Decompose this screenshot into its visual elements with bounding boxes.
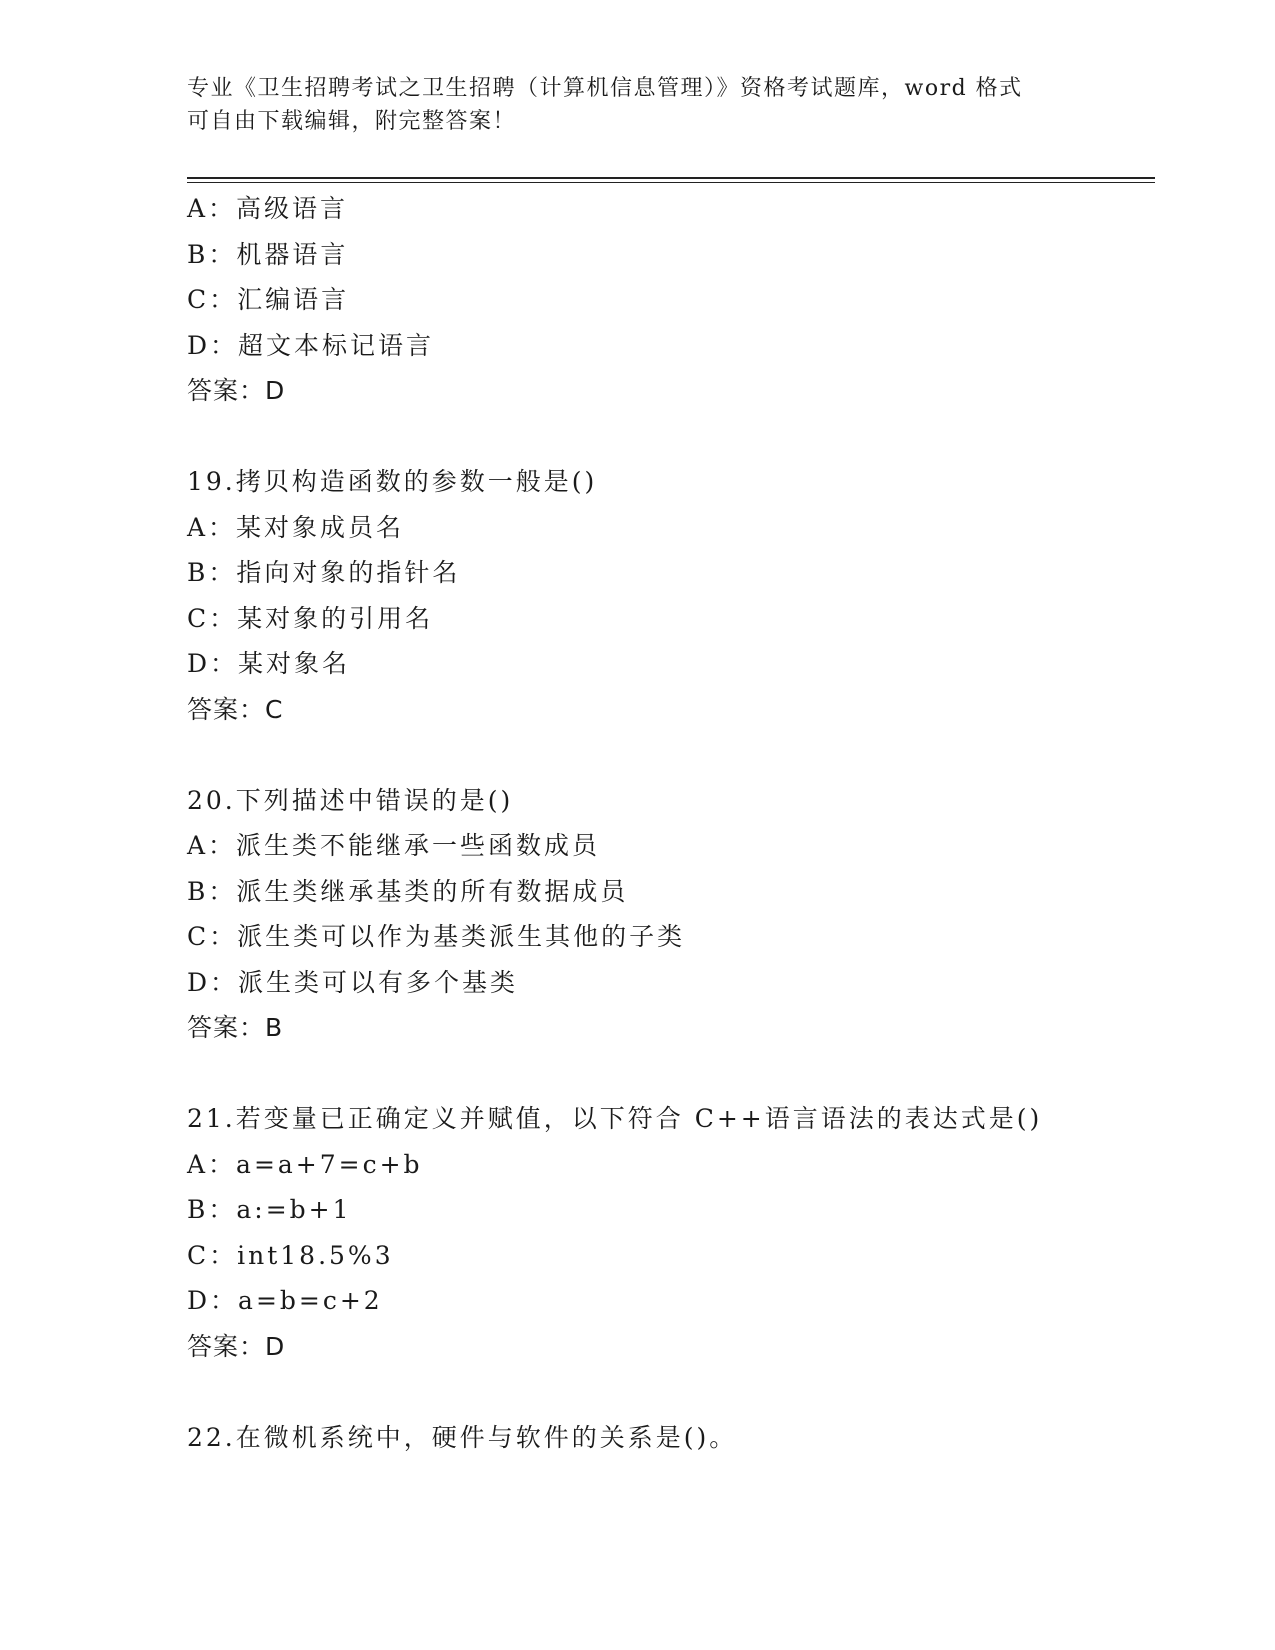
spacer [187,414,1147,460]
spacer [187,732,1147,778]
option-b: B：派生类继承基类的所有数据成员 [187,876,629,906]
option-d: D：a=b=c+2 [187,1286,383,1315]
question-22 [187,1415,1147,1461]
question-text: 19.拷贝构造函数的参数一般是() [187,467,598,496]
question-text: 20.下列描述中错误的是() [187,785,514,815]
option-b: B：a:=b+1 [187,1195,352,1224]
option-c: C：派生类可以作为基类派生其他的子类 [187,922,686,951]
answer-line: 答案：D [187,1331,286,1361]
option-a: A：派生类不能继承一些函数成员 [187,831,601,860]
spacer [187,1051,1147,1097]
option-b: B：指向对象的指针名 [187,558,461,587]
document-header [187,72,1067,138]
header-line-1: 专业《卫生招聘考试之卫生招聘（计算机信息管理）》资格考试题库，word 格式 [187,76,1023,101]
option-c: C：某对象的引用名 [187,603,434,633]
question-18-tail [187,186,1147,414]
header-divider [187,177,1155,183]
question-text: 21.若变量已正确定义并赋值，以下符合 C++语言语法的表达式是() [187,1104,1043,1133]
option-b: B：机器语言 [187,239,349,269]
header-line-2: 可自由下载编辑，附完整答案！ [187,109,517,134]
answer-line: 答案：D [187,376,286,405]
option-c: C：int18.5%3 [187,1240,394,1270]
option-d: D：某对象名 [187,649,351,678]
option-a: A：高级语言 [187,194,349,223]
option-a: A：某对象成员名 [187,512,405,542]
option-a: A：a=a+7=c+b [187,1149,423,1179]
option-d: D：派生类可以有多个基类 [187,967,519,997]
option-d: D：超文本标记语言 [187,330,435,360]
spacer [187,1369,1147,1415]
question-21 [187,1096,1147,1369]
question-19 [187,459,1147,732]
answer-line: 答案：B [187,1013,284,1042]
question-list [187,186,1147,1460]
question-text: 22.在微机系统中，硬件与软件的关系是()。 [187,1422,738,1452]
answer-line: 答案：C [187,694,284,724]
option-c: C：汇编语言 [187,285,350,314]
question-20 [187,778,1147,1051]
